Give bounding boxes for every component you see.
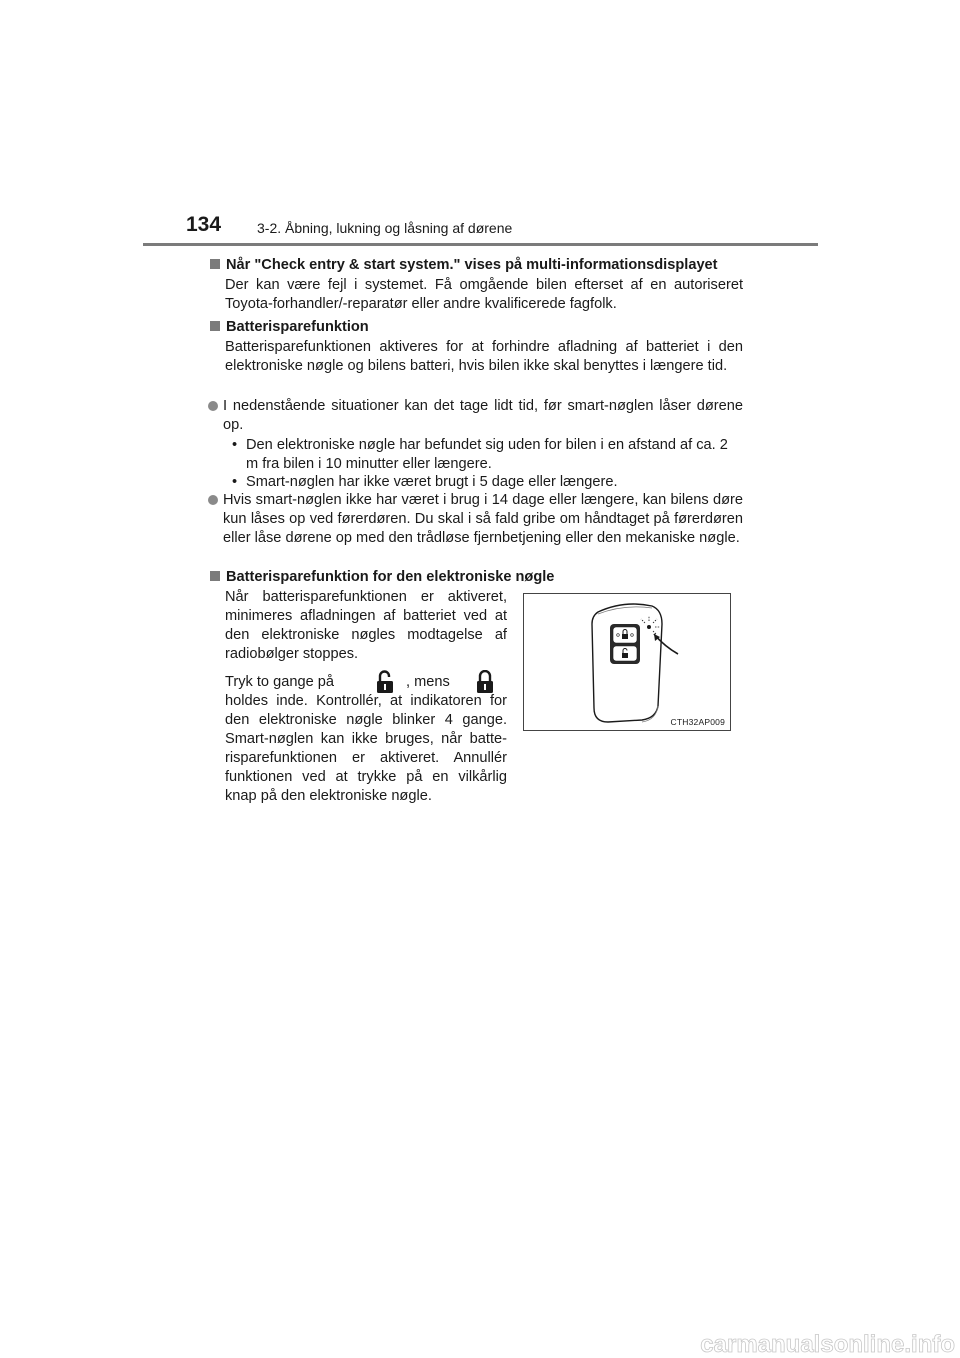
- heading-battery-saving: [210, 318, 369, 337]
- sub-item-1: [232, 436, 744, 474]
- paragraph-check-entry: Der kan være fejl i systemet. Få omgående bilen efterset af en autoriseret Toyota-forhandler/-reparatør eller andre kvalificerede fagfolk.: [225, 277, 743, 312]
- sub-item-2: [232, 473, 744, 492]
- paragraph-key-battery-saving-1: Når batterisparefunktionen er aktiveret, minimeres afladningen af batteriet ved at den elektroniske nøgles modtagelse af radiobølger stoppes.: [225, 589, 507, 662]
- heading-text: Batterisparefunktion: [226, 319, 369, 335]
- bullet-text: I nedenstående situationer kan det tage lidt tid, før smart-nøglen låser dørene op.: [223, 398, 743, 433]
- bullet-item-1: [208, 397, 743, 435]
- section-title: 3-2. Åbning, lukning og låsning af dørene: [257, 220, 513, 236]
- heading-key-battery-saving: [210, 568, 554, 587]
- heading-text: Når "Check entry & start system." vises på multi-informationsdisplayet: [226, 257, 718, 273]
- paragraph-key-battery-saving-2: holdes inde. Kontrollér, at indikatoren for den elektroniske nøgle blinker 4 gange. Smart-nøglen kan ikke bruges, når batte-risparefunktionen er aktiveret. Annullér funktionen ved at trykke på en vilkårlig knap på den elektroniske nøgle.: [225, 693, 507, 804]
- square-marker: [210, 259, 220, 269]
- header-rule: [143, 243, 818, 246]
- bullet-dot: [208, 401, 218, 411]
- sub-item-text: Den elektroniske nøgle har befundet sig uden for bilen i en afstand af ca. 2 m fra bilen i 10 minutter eller længere.: [246, 437, 728, 472]
- lock-icon: [476, 670, 494, 694]
- page-number: 134: [186, 213, 222, 236]
- square-marker: [210, 321, 220, 331]
- tryk-text-a: Tryk to gange på: [225, 674, 334, 690]
- key-illustration: [523, 593, 731, 731]
- heading-check-entry: [210, 256, 718, 275]
- bullet-dot: [208, 495, 218, 505]
- tryk-text-b: , mens: [406, 674, 450, 690]
- heading-text: Batterisparefunktion for den elektroniske nøgle: [226, 569, 555, 585]
- footer-watermark: [600, 1328, 960, 1358]
- sub-bullet-mark: •: [232, 474, 238, 490]
- bullet-text: Hvis smart-nøglen ikke har været i brug i 14 dage eller længere, kan bilens døre kun låses op ved førerdøren. Du skal i så fald gribe om håndtaget på førerdøren eller låse dørene op med den trådløse fjernbetjening eller den mekaniske nøgle.: [223, 492, 743, 546]
- figure-code: CTH32AP009: [670, 717, 725, 727]
- bullet-item-2: [208, 491, 743, 548]
- square-marker: [210, 571, 220, 581]
- paragraph-battery-saving: Batterisparefunktionen aktiveres for at forhindre afladning af batteriet i den elektroniske nøgle og bilens batteri, hvis bilen ikke skal benyttes i længere tid.: [225, 339, 743, 374]
- watermark-text: carmanualsonline.info: [700, 1331, 955, 1358]
- sub-bullet-mark: •: [232, 437, 238, 453]
- electronic-key-drawing: [524, 594, 732, 732]
- sub-item-text: Smart-nøglen har ikke været brugt i 5 dage eller længere.: [246, 474, 618, 490]
- unlock-icon: [376, 670, 394, 694]
